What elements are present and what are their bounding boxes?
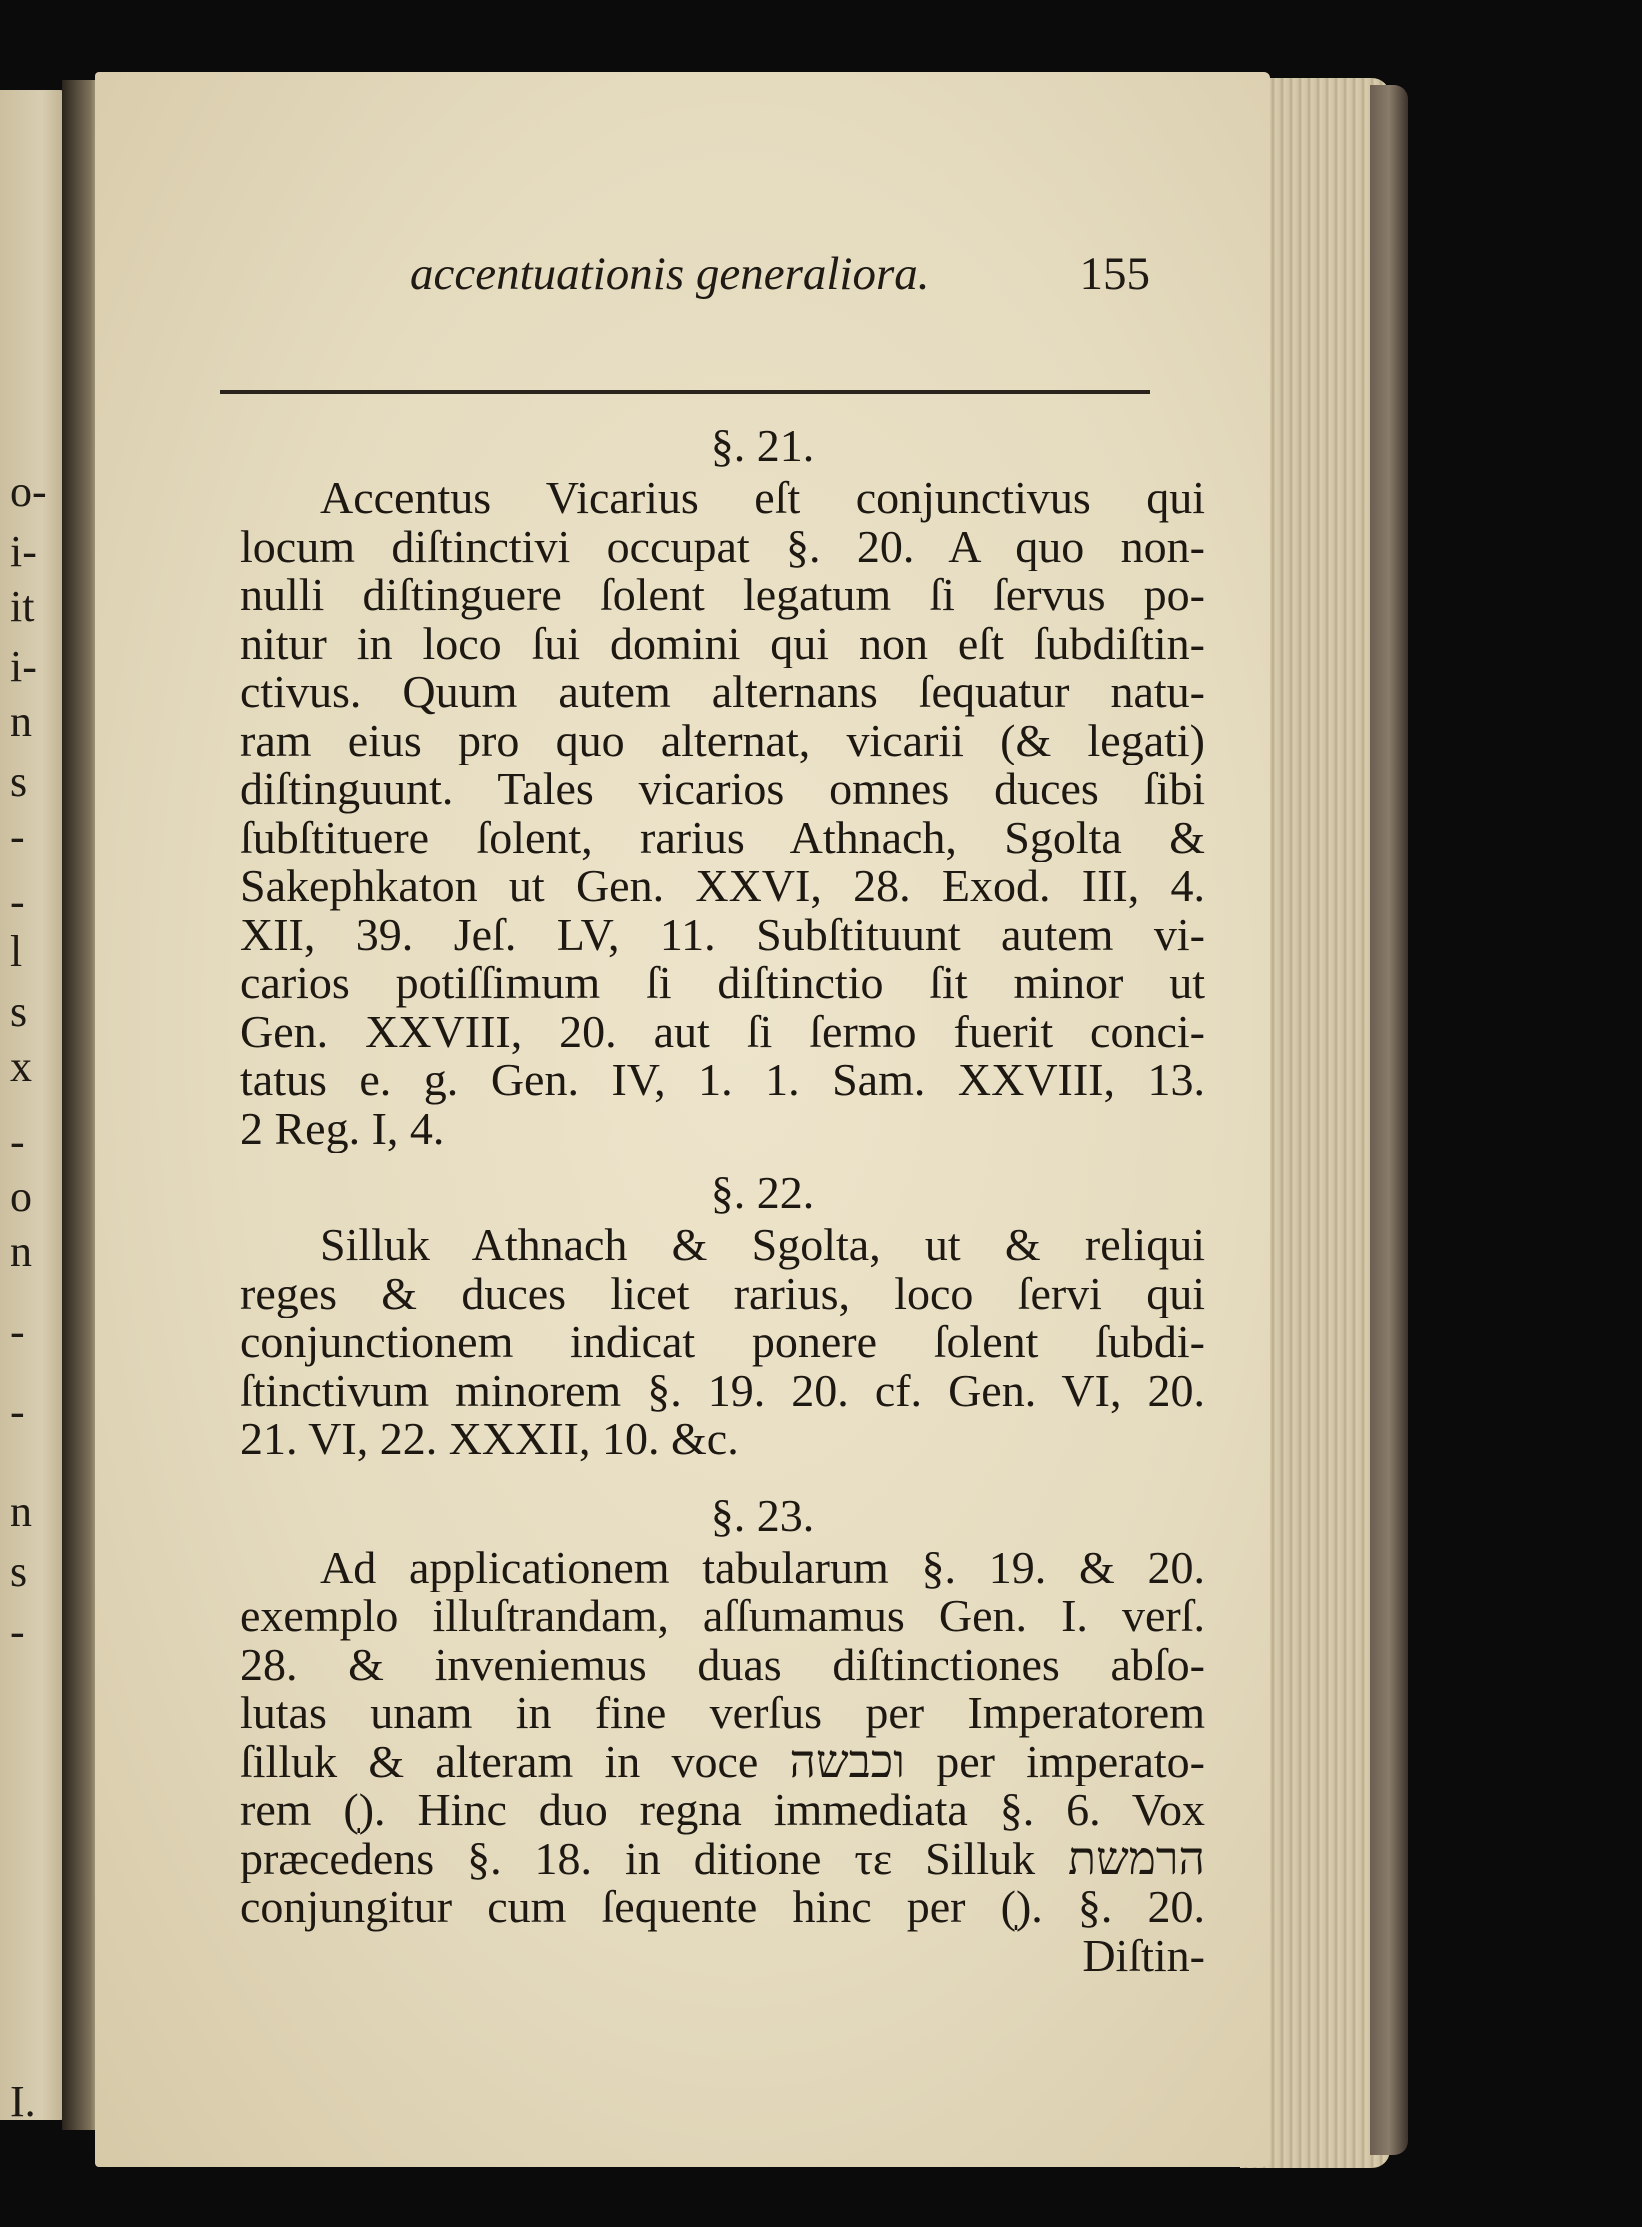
book-cover-edge: [1370, 85, 1408, 2155]
text-line: diſtinguunt. Tales vicarios omnes duces ſibi: [240, 765, 1205, 814]
header-rule: [220, 390, 1150, 394]
section-gap: [240, 1464, 1205, 1492]
left-page-text-fragments: [4, 467, 64, 2126]
catchword: Diſtin-: [1082, 1931, 1205, 1980]
text-line: nitur in loco ſui domini qui non eſt ſubdiſtin-: [240, 619, 1205, 668]
left-page-fragment: s: [10, 987, 28, 1036]
page-number: 155: [1079, 248, 1150, 300]
left-page-fragment: i-: [10, 642, 37, 691]
text-line: ſubſtituere ſolent, rarius Athnach, Sgolta &: [240, 813, 1205, 862]
page-body: [240, 422, 1205, 1980]
section-heading: §. 23.: [710, 1489, 815, 1541]
text-line: reges & duces licet rarius, loco ſervi qui: [240, 1269, 1205, 1318]
text-line: conjungitur cum ſequente hinc per (ֽ). §. 20.: [240, 1883, 1205, 1932]
text-line: exemplo illuſtrandam, aſſumamus Gen. I. verſ.: [240, 1592, 1205, 1641]
text-line: 28. & inveniemus duas diſtinctiones abſo-: [240, 1640, 1205, 1689]
section: [240, 1489, 1205, 1981]
left-page-fragment: n: [10, 1487, 32, 1536]
text-line: locum diſtinctivi occupat §. 20. A quo non-: [240, 522, 1205, 571]
left-page-fragment: -: [10, 1117, 25, 1166]
text-line: ſilluk & alteram in voce וכבשה per imperato-: [240, 1737, 1205, 1786]
left-page-fragment: o: [10, 1172, 32, 1221]
left-page-fragment: I.: [10, 2077, 36, 2126]
left-page-fragment: -: [10, 1307, 25, 1356]
text-line: ctivus. Quum autem alternans ſequatur natu-: [240, 668, 1205, 717]
running-head: accentuationis generaliora.: [410, 248, 930, 300]
left-facing-page: [0, 90, 70, 2126]
section-heading: §. 21.: [710, 420, 815, 471]
text-line: Ad applicationem tabularum §. 19. & 20.: [320, 1543, 1205, 1592]
section: [240, 1169, 1205, 1464]
text-line: Sakephkaton ut Gen. XXVI, 28. Exod. III, 4.: [240, 862, 1205, 911]
left-page-fragment: i-: [10, 527, 37, 576]
left-page-fragment: n: [10, 1227, 32, 1276]
text-line: 2 Reg. I, 4.: [240, 1104, 445, 1153]
left-page-fragment: x: [10, 1042, 32, 1091]
text-line: 21. VI, 22. XXXII, 10. &c.: [240, 1415, 739, 1464]
section-heading: §. 22.: [710, 1167, 815, 1218]
text-line: XII, 39. Jeſ. LV, 11. Subſtituunt autem vi-: [240, 910, 1205, 959]
left-page-fragment: it: [10, 582, 35, 631]
left-page-fragment: n: [10, 697, 32, 746]
left-page-fragment: -: [10, 1607, 25, 1656]
left-page-fragment: s: [10, 757, 28, 806]
left-page-fragment: o-: [10, 467, 47, 516]
text-line: Gen. XXVIII, 20. aut ſi ſermo fuerit conci-: [240, 1007, 1205, 1056]
text-line: carios potiſſimum ſi diſtinctio ſit minor ut: [240, 959, 1205, 1008]
text-line: conjunctionem indicat ponere ſolent ſubdi-: [240, 1318, 1205, 1367]
left-page-fragment: s: [10, 1547, 28, 1596]
text-line: lutas unam in fine verſus per Imperatorem: [240, 1689, 1205, 1738]
text-line: Silluk Athnach & Sgolta, ut & reliqui: [320, 1221, 1205, 1270]
text-line: nulli diſtinguere ſolent legatum ſi ſervus po-: [240, 571, 1205, 620]
section: [240, 422, 1205, 1153]
text-line: ſtinctivum minorem §. 19. 20. cf. Gen. VI, 20.: [240, 1366, 1205, 1415]
text-line: præcedens §. 18. in ditione τε Silluk הרמשת: [240, 1834, 1205, 1883]
text-line: tatus e. g. Gen. IV, 1. 1. Sam. XXVIII, 13.: [240, 1056, 1205, 1105]
book-page: [95, 72, 1270, 2167]
left-page-fragment: -: [10, 1387, 25, 1436]
left-page-fragment: -: [10, 877, 25, 926]
left-page-fragment: -: [10, 812, 25, 861]
left-page-fragment: l: [10, 927, 23, 976]
text-line: rem (ֽ). Hinc duo regna immediata §. 6. Vox: [240, 1786, 1205, 1835]
text-line: ram eius pro quo alternat, vicarii (& legati): [240, 716, 1205, 765]
page-header: [410, 237, 1170, 347]
text-line: Accentus Vicarius eſt conjunctivus qui: [320, 474, 1205, 523]
